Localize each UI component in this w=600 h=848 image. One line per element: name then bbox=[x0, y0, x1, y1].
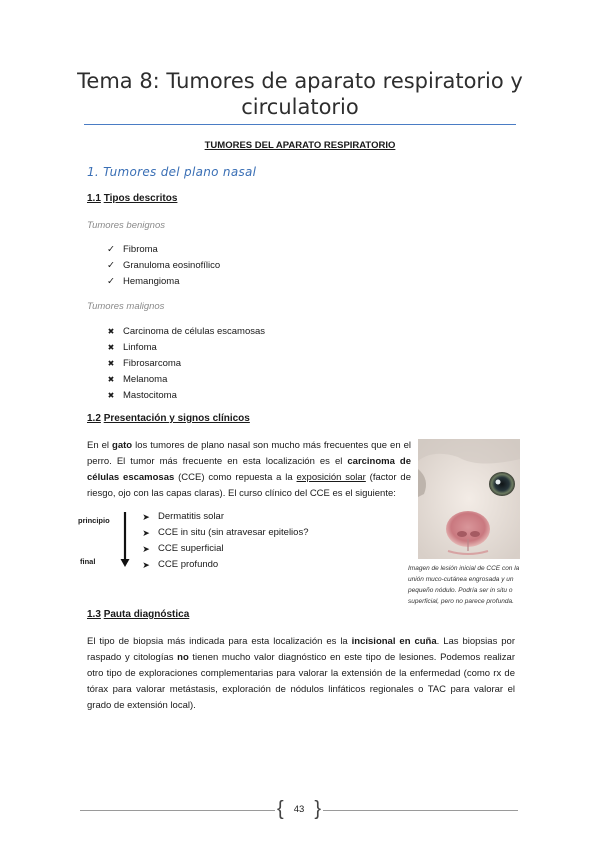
malign-label: Tumores malignos bbox=[87, 301, 165, 312]
left-brace-icon: { bbox=[277, 798, 284, 820]
cross-icon: ✖ bbox=[107, 327, 115, 336]
title-line-1: Tema 8: Tumores de aparato respiratorio y bbox=[77, 69, 523, 93]
heading-text: Presentación y signos clínicos bbox=[103, 413, 250, 424]
cross-icon: ✖ bbox=[107, 375, 115, 384]
cross-icon: ✖ bbox=[107, 391, 115, 400]
down-arrow-icon bbox=[120, 512, 130, 568]
benign-label: Tumores benignos bbox=[87, 220, 165, 231]
right-brace-icon: } bbox=[314, 798, 321, 820]
page-number bbox=[277, 799, 321, 821]
title-line-2: circulatorio bbox=[241, 95, 359, 119]
heading-text: Pauta diagnóstica bbox=[103, 609, 190, 620]
list-item: ➤ CCE in situ (sin atravesar epitelios? bbox=[140, 525, 308, 541]
diagnostic-paragraph: El tipo de biopsia más indicada para esta localización es la incisional en cuña. Las biopsias por raspado y citologías no tienen mucho valor diagnóstico en este tipo de lesiones. Podemos realizar otro tipo de exploraciones complementarias para valorar la extensión de la enfermedad (como rx de tórax para valorar metástasis, exploración de nódulos linfáticos regionales o TAC para valorar el grado de extensión local). bbox=[87, 636, 515, 711]
presentation-paragraph: En el gato los tumores de plano nasal son mucho más frecuentes que en el perro. El tumor más frecuente en esta localización es el carcinoma de células escamosas (CCE) como repuesta a la exposición solar (factor de riesgo, ojo con las capas claras). El curso clínico del CCE es el siguiente: bbox=[87, 440, 412, 499]
arrowhead-bullet-icon: ➤ bbox=[142, 528, 150, 538]
cat-lesion-photo bbox=[418, 439, 520, 559]
course-label-end: final bbox=[80, 557, 96, 566]
list-item: ✓ Hemangioma bbox=[105, 274, 220, 290]
list-item: ✓ Granuloma eosinofílico bbox=[105, 258, 220, 274]
list-item: ✖ Carcinoma de células escamosas bbox=[105, 324, 265, 340]
arrowhead-bullet-icon: ➤ bbox=[142, 560, 150, 570]
arrowhead-bullet-icon: ➤ bbox=[142, 512, 150, 522]
cross-icon: ✖ bbox=[107, 359, 115, 368]
list-item: ✖ Melanoma bbox=[105, 372, 265, 388]
page-number-text: 43 bbox=[293, 804, 305, 815]
heading-number: 1.2 bbox=[87, 413, 101, 424]
footer-rule-right bbox=[323, 810, 518, 811]
checkmark-icon: ✓ bbox=[107, 244, 115, 255]
cross-icon: ✖ bbox=[107, 343, 115, 352]
list-item: ✖ Linfoma bbox=[105, 340, 265, 356]
photo-caption: Imagen de lesión inicial de CCE con la unión muco-cutánea engrosada y un pequeño nódulo. Podría ser in situ o superficial, pero no parece profunda. bbox=[408, 565, 520, 605]
arrowhead-bullet-icon: ➤ bbox=[142, 544, 150, 554]
title-divider bbox=[84, 124, 516, 125]
checkmark-icon: ✓ bbox=[107, 260, 115, 271]
list-item: ✖ Mastocitoma bbox=[105, 388, 265, 404]
clinical-course-list bbox=[140, 509, 308, 573]
list-item: ➤ CCE profundo bbox=[140, 557, 308, 573]
heading-tipos-descritos bbox=[87, 193, 177, 204]
heading-number: 1.3 bbox=[87, 609, 101, 620]
course-label-start: principio bbox=[78, 516, 110, 525]
list-item: ➤ Dermatitis solar bbox=[140, 509, 308, 525]
heading-number: 1.1 bbox=[87, 193, 101, 204]
malign-list bbox=[105, 324, 265, 404]
heading-pauta-diagnostica bbox=[87, 609, 189, 620]
heading-text: Tipos descritos bbox=[103, 193, 178, 204]
page-title bbox=[60, 68, 540, 120]
footer-rule-left bbox=[80, 810, 275, 811]
list-item: ✓ Fibroma bbox=[105, 242, 220, 258]
section-title: TUMORES DEL APARATO RESPIRATORIO bbox=[204, 140, 396, 151]
list-item: ➤ CCE superficial bbox=[140, 541, 308, 557]
heading-plano-nasal: 1. Tumores del plano nasal bbox=[87, 165, 257, 179]
list-item: ✖ Fibrosarcoma bbox=[105, 356, 265, 372]
benign-list bbox=[105, 242, 220, 290]
checkmark-icon: ✓ bbox=[107, 276, 115, 287]
heading-presentacion bbox=[87, 413, 250, 424]
